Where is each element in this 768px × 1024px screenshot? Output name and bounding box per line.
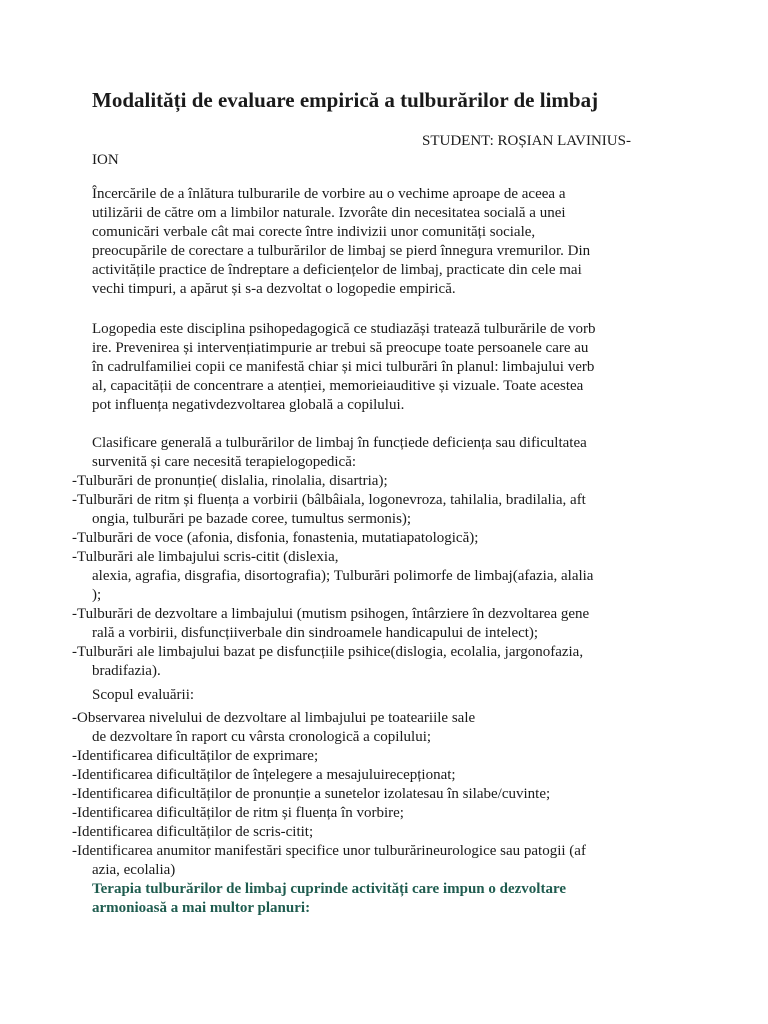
therapy-heading-line: armonioasă a mai multor planuri: <box>92 900 311 916</box>
scope-list-item: -Identificarea dificultăților de ritm și fluența în vorbire; <box>72 805 404 821</box>
scope-list-item: de dezvoltare în raport cu vârsta cronologică a copilului; <box>92 729 432 745</box>
paragraph-2-line: pot influența negativdezvoltarea globală a copilului. <box>92 397 405 413</box>
paragraph-1-line: comunicări verbale cât mai corecte între indivizii unor comunități sociale, <box>92 224 536 240</box>
scope-list-item: -Identificarea dificultăților de pronunție a sunetelor izolatesau în silabe/cuvinte; <box>72 786 551 802</box>
classification-list-item: -Tulburări de ritm și fluența a vorbirii (bâlbâiala, logonevroza, tahilalia, bradilalia, aft <box>72 492 586 508</box>
paragraph-2-line: al, capacității de concentrare a atenției, memorieiauditive și vizuale. Toate acestea <box>92 378 584 394</box>
classification-list-item: rală a vorbirii, disfuncțiiverbale din sindroamele handicapului de intelect); <box>92 625 539 641</box>
student-name-line-2: ION <box>92 152 119 168</box>
classification-list-item: -Tulburări de pronunție( dislalia, rinolalia, disartria); <box>72 473 388 489</box>
scope-list-item: -Observarea nivelului de dezvoltare al limbajului pe toateariile sale <box>72 710 476 726</box>
scope-heading: Scopul evaluării: <box>92 687 195 703</box>
scope-list-item: -Identificarea anumitor manifestări specifice unor tulburărineurologice sau patogii (af <box>72 843 586 859</box>
scope-list-item: azia, ecolalia) <box>92 862 176 878</box>
classification-list-item: -Tulburări ale limbajului scris-citit (dislexia, <box>72 549 339 565</box>
classification-intro-line: survenită și care necesită terapielogopedică: <box>92 454 357 470</box>
paragraph-1-line: vechi timpuri, a apărut și s-a dezvoltat o logopedie empirică. <box>92 281 456 297</box>
paragraph-2-line: Logopedia este disciplina psihopedagogică ce studiazăși tratează tulburările de vorb <box>92 321 596 337</box>
paragraph-2-line: ire. Prevenirea și intervențiatimpurie ar trebui să preocupe toate persoanele care au <box>92 340 589 356</box>
scope-list-item: -Identificarea dificultăților de scris-citit; <box>72 824 314 840</box>
paragraph-1-line: Încercările de a înlătura tulburarile de vorbire au o vechime aproape de aceea a <box>92 186 566 202</box>
paragraph-1-line: activitățile practice de îndreptare a deficiențelor de limbaj, practicate din cele mai <box>92 262 582 278</box>
classification-list-item: -Tulburări de voce (afonia, disfonia, fonastenia, mutatiapatologică); <box>72 530 479 546</box>
classification-list-item: bradifazia). <box>92 663 161 679</box>
classification-list-item: ); <box>92 587 102 603</box>
paragraph-2-line: în cadrulfamiliei copii ce manifestă chiar și mici tulburări în planul: limbajului verb <box>92 359 595 375</box>
therapy-heading-line: Terapia tulburărilor de limbaj cuprinde activități care impun o dezvoltare <box>92 881 567 897</box>
classification-list-item: alexia, agrafia, disgrafia, disortografia); Tulburări polimorfe de limbaj(afazia, alalia <box>92 568 594 584</box>
classification-list-item: -Tulburări de dezvoltare a limbajului (mutism psihogen, întârziere în dezvoltarea gene <box>72 606 590 622</box>
paragraph-1-line: utilizării de către om a limbilor naturale. Izvorâte din necesitatea socială a unei <box>92 205 566 221</box>
page-title: Modalități de evaluare empirică a tulburărilor de limbaj <box>92 88 599 112</box>
student-name-line-1: STUDENT: ROȘIAN LAVINIUS- <box>422 133 631 149</box>
scope-list-item: -Identificarea dificultăților de exprimare; <box>72 748 319 764</box>
classification-list-item: -Tulburări ale limbajului bazat pe disfuncțiile psihice(dislogia, ecolalia, jargonofazia, <box>72 644 584 660</box>
classification-intro-line: Clasificare generală a tulburărilor de limbaj în funcțiede deficiența sau dificultatea <box>92 435 587 451</box>
scope-list-item: -Identificarea dificultăților de înțelegere a mesajuluirecepționat; <box>72 767 456 783</box>
paragraph-1-line: preocupările de corectare a tulburărilor de limbaj se pierd înnegura vremurilor. Din <box>92 243 591 259</box>
classification-list-item: ongia, tulburări pe bazade coree, tumultus sermonis); <box>92 511 412 527</box>
